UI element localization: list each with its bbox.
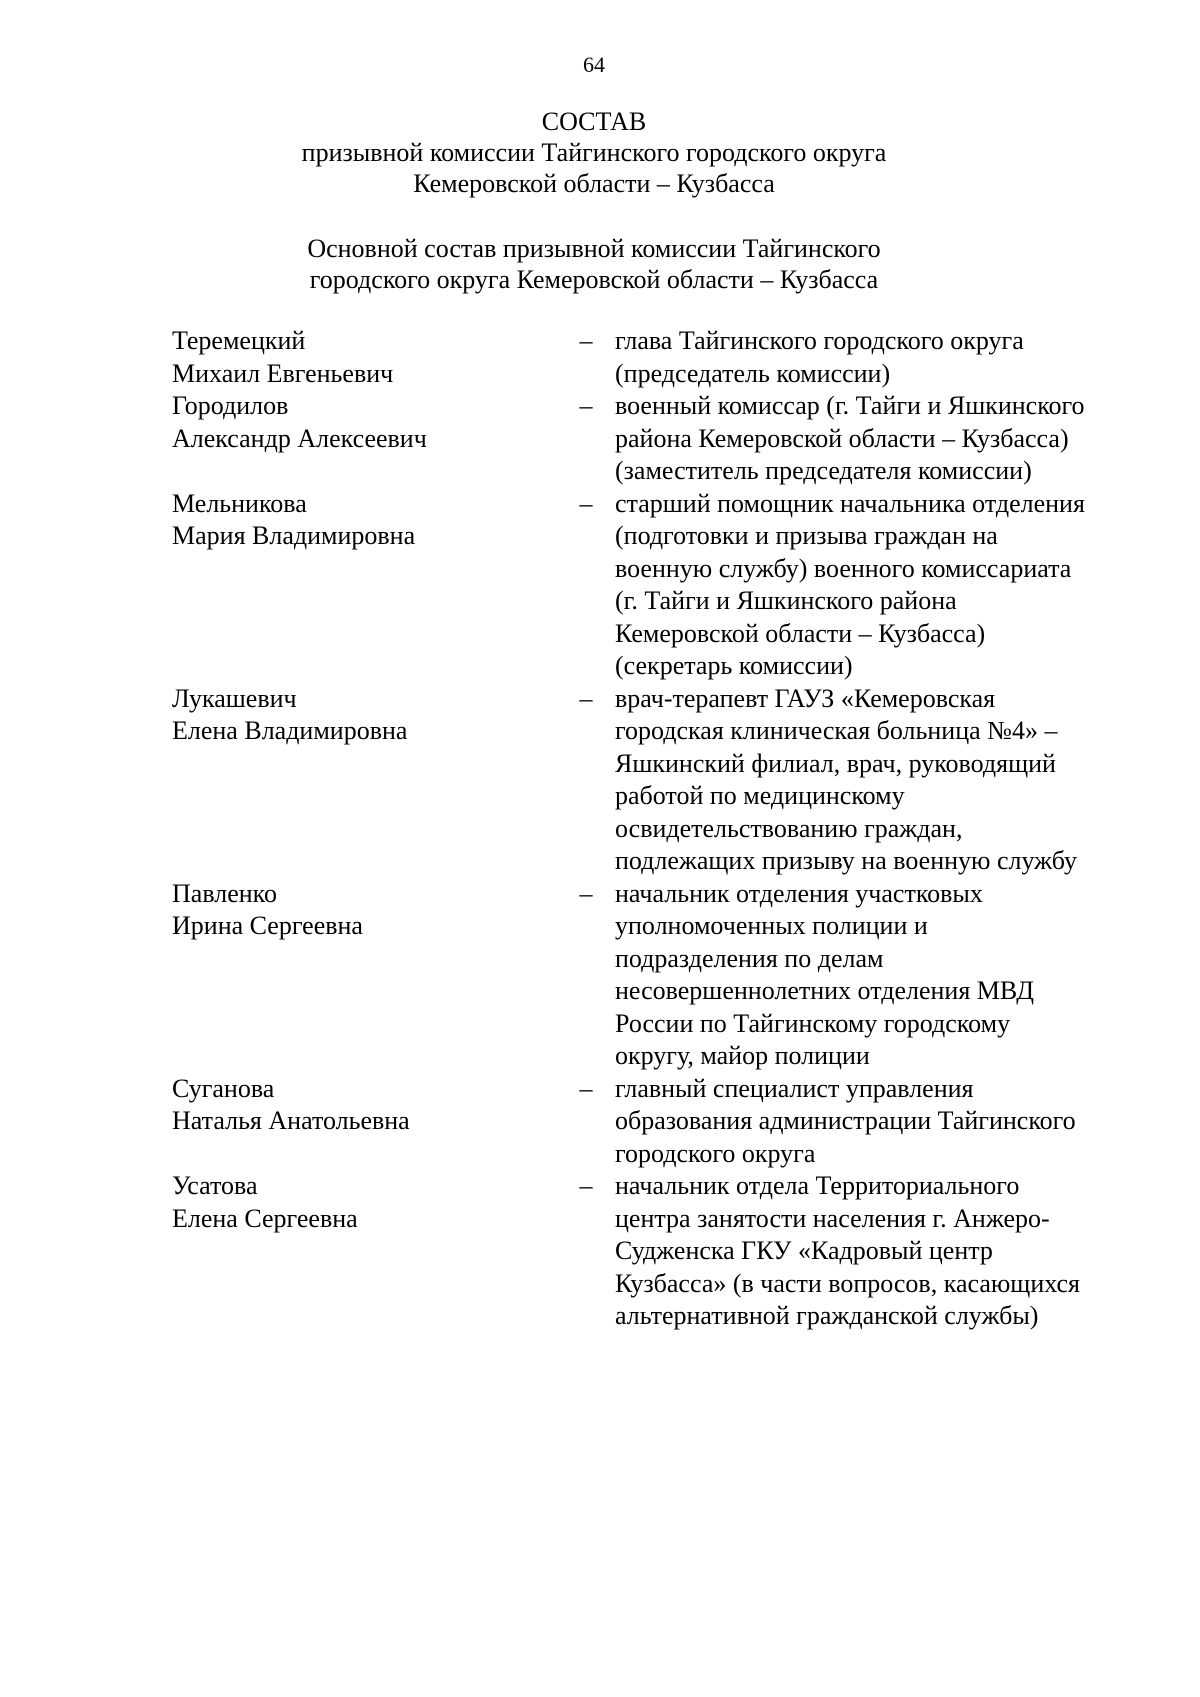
member-given-names: Елена Владимировна [172, 716, 408, 745]
dash-separator: – [579, 326, 593, 355]
role-line: Кузбасса» (в части вопросов, касающихся [615, 1268, 1080, 1298]
member-entry [172, 683, 1152, 878]
member-entry [172, 488, 1152, 683]
dash-separator: – [579, 1073, 593, 1103]
role-line: уполномоченных полиции и [615, 911, 928, 940]
member-surname: Теремецкий [172, 326, 306, 355]
member-role [615, 1073, 1152, 1171]
member-surname: Усатова [172, 1171, 258, 1200]
member-entry [172, 325, 1152, 390]
member-surname: Павленко [172, 878, 277, 908]
member-given-names: Ирина Сергеевна [172, 911, 363, 940]
role-line: Яшкинский филиал, врач, руководящий [615, 748, 1056, 778]
page-number: 64 [583, 52, 605, 77]
member-surname: Мельникова [172, 488, 307, 518]
role-line: альтернативной гражданской службы) [615, 1301, 1039, 1330]
member-name [172, 683, 572, 748]
role-line: врач-терапевт ГАУЗ «Кемеровская [615, 683, 996, 713]
subtitle-line-2: городского округа Кемеровской области – Кузбасса [309, 265, 879, 294]
role-line: начальник отделения участковых [615, 878, 983, 908]
member-surname: Городилов [172, 391, 289, 420]
member-name [172, 488, 572, 553]
member-list [172, 325, 1152, 1333]
role-line: центра занятости населения г. Анжеро- [615, 1203, 1050, 1233]
role-line: района Кемеровской области – Кузбасса) [615, 423, 1069, 453]
role-line: несовершеннолетних отделения МВД [615, 976, 1035, 1005]
role-line: городского округа [615, 1138, 816, 1168]
title-line-2: призывной комиссии Тайгинского городского округа [301, 138, 887, 167]
role-line: образования администрации Тайгинского [615, 1106, 1076, 1135]
role-line: (председатель комиссии) [615, 358, 891, 388]
member-given-names: Елена Сергеевна [172, 1203, 358, 1233]
member-role [615, 683, 1152, 878]
member-role [615, 878, 1152, 1073]
dash-separator: – [579, 1171, 593, 1200]
document-subtitle [0, 233, 1188, 295]
dash-separator: – [579, 683, 593, 713]
title-line-1: СОСТАВ [541, 107, 647, 136]
role-line: (заместитель председателя комиссии) [615, 456, 1032, 485]
member-name [172, 1170, 572, 1235]
member-name [172, 325, 572, 390]
role-line: (подготовки и призыва граждан на [615, 521, 998, 550]
member-role [615, 390, 1152, 488]
member-surname: Лукашевич [172, 683, 297, 713]
member-surname: Суганова [172, 1073, 275, 1103]
role-line: начальник отдела Территориального [615, 1171, 1020, 1200]
role-line: Кемеровской области – Кузбасса) [615, 618, 986, 648]
dash-separator: – [579, 878, 593, 908]
role-line: (г. Тайги и Яшкинского района [615, 586, 957, 615]
role-line: работой по медицинскому [615, 781, 905, 810]
member-role [615, 325, 1152, 390]
role-line: военную службу) военного комиссариата [615, 553, 1072, 583]
role-line: округу, майор полиции [615, 1041, 870, 1070]
member-entry [172, 1073, 1152, 1171]
role-line: городская клиническая больница №4» – [615, 716, 1058, 745]
role-line: подлежащих призыву на военную службу [615, 846, 1077, 875]
role-line: (секретарь комиссии) [615, 651, 853, 680]
member-given-names: Александр Алексеевич [172, 423, 427, 453]
role-line: подразделения по делам [615, 943, 884, 973]
member-role [615, 488, 1152, 683]
role-line: освидетельствованию граждан, [615, 813, 963, 843]
member-given-names: Наталья Анатольевна [172, 1106, 410, 1135]
member-name [172, 390, 572, 455]
role-line: глава Тайгинского городского округа [615, 326, 1024, 355]
member-given-names: Мария Владимировна [172, 521, 416, 550]
role-line: главный специалист управления [615, 1073, 974, 1103]
member-given-names: Михаил Евгеньевич [172, 358, 394, 388]
role-line: России по Тайгинскому городскому [615, 1008, 1011, 1038]
member-entry [172, 1170, 1152, 1333]
member-entry [172, 878, 1152, 1073]
member-role [615, 1170, 1152, 1333]
member-name [172, 1073, 572, 1138]
title-line-3: Кемеровской области – Кузбасса [413, 169, 775, 198]
dash-separator: – [579, 488, 593, 518]
member-name [172, 878, 572, 943]
role-line: старший помощник начальника отделения [615, 488, 1085, 518]
role-line: военный комиссар (г. Тайги и Яшкинского [615, 391, 1085, 420]
member-entry [172, 390, 1152, 488]
dash-separator: – [579, 391, 593, 420]
document-title [0, 106, 1188, 199]
role-line: Судженска ГКУ «Кадровый центр [615, 1236, 993, 1265]
subtitle-line-1: Основной состав призывной комиссии Тайгинского [307, 234, 881, 263]
